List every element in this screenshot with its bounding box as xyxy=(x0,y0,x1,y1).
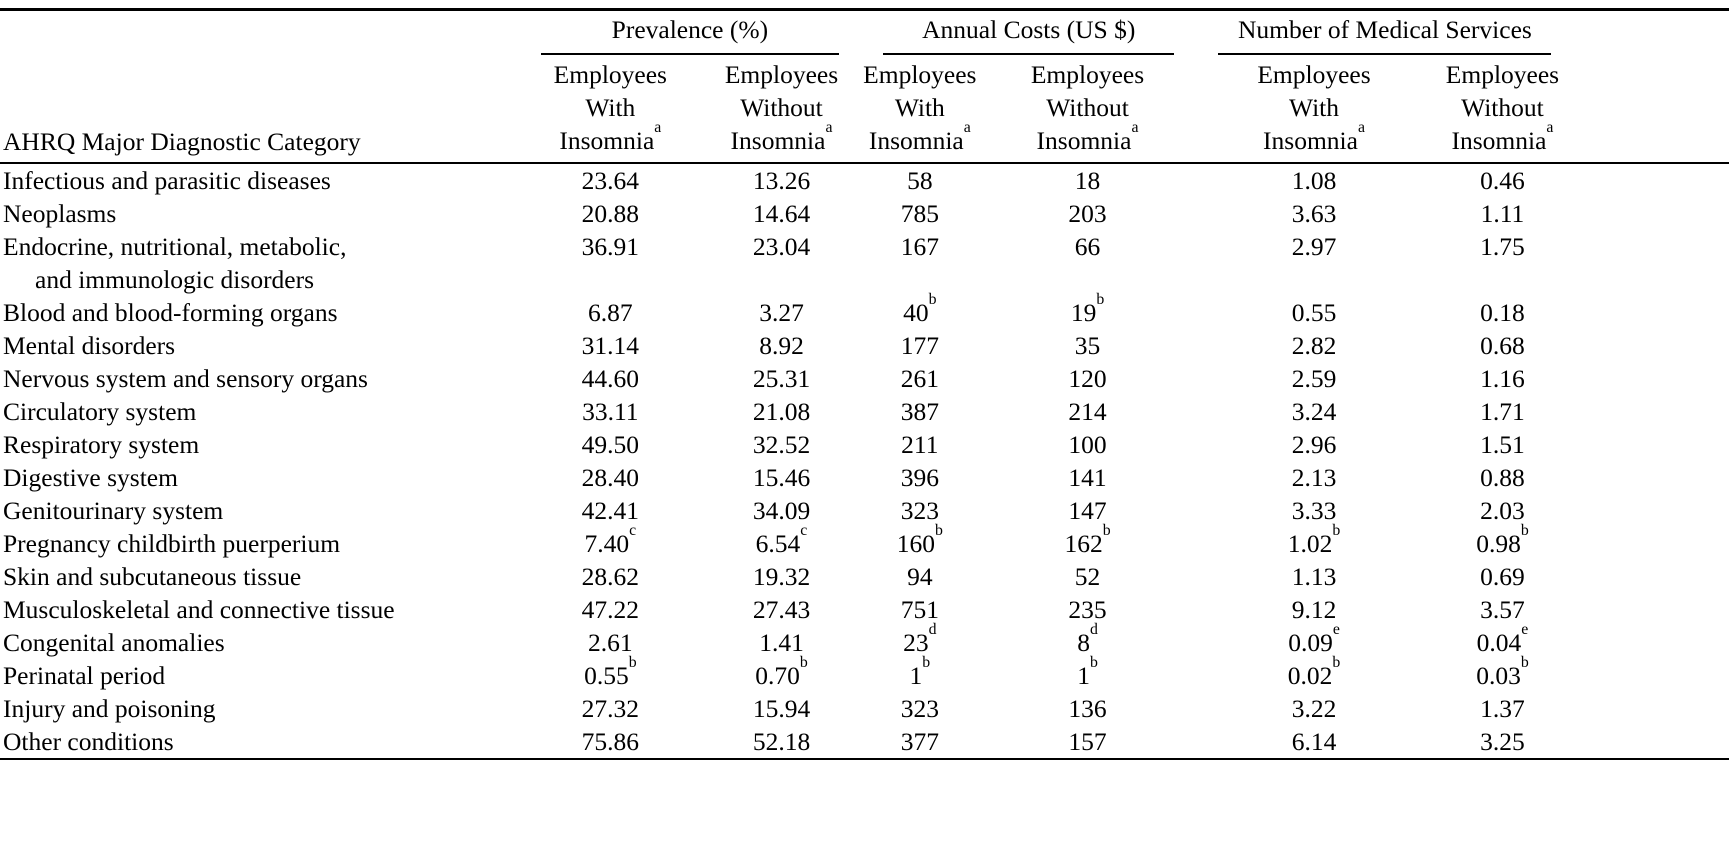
value-cell: 0.55 xyxy=(1291,298,1337,327)
category-cell: Injury and poisoning xyxy=(3,694,216,723)
value-cell: 49.50 xyxy=(581,430,640,459)
table-row xyxy=(0,296,1729,329)
group-header-medical-services xyxy=(1196,10,1573,56)
value-cell: 19$^b$ xyxy=(1070,290,1105,327)
value-cell: 3.22 xyxy=(1291,694,1337,723)
value-cell: 6.87 xyxy=(588,298,633,327)
table-row xyxy=(0,395,1729,428)
value-cell: 203 xyxy=(1068,199,1107,228)
value-cell: 27.32 xyxy=(581,694,640,723)
value-cell: 1.75 xyxy=(1480,232,1525,261)
group-header-label-annual-costs: Annual Costs (US $) xyxy=(883,11,1174,55)
spacer-cell xyxy=(1573,362,1729,395)
subheader-costs-with: Employees With Insomnia$^a$ xyxy=(861,55,979,163)
value-cell: 0.09e xyxy=(1288,620,1340,657)
value-cell: 25.31 xyxy=(752,364,811,393)
category-cell: Endocrine, nutritional, metabolic, and immunologic disorders xyxy=(3,232,347,294)
spacer-cell xyxy=(1573,560,1729,593)
value-cell: 35 xyxy=(1074,331,1101,360)
category-cell: Respiratory system xyxy=(3,430,200,459)
value-cell: 785 xyxy=(900,199,939,228)
table-row xyxy=(0,163,1729,197)
subheader-prevalence-without: Employees Without Insomnia$^a$ xyxy=(702,55,861,163)
value-cell: 1.51 xyxy=(1480,430,1525,459)
value-cell: 36.91 xyxy=(581,232,640,261)
value-cell: 0.03$^b$ xyxy=(1476,653,1529,690)
value-cell: 396 xyxy=(900,463,939,492)
table-row xyxy=(0,626,1729,659)
value-cell: 28.40 xyxy=(581,463,640,492)
group-header-row xyxy=(0,10,1729,56)
value-cell: 15.94 xyxy=(752,694,811,723)
value-cell: 1.08 xyxy=(1291,166,1337,195)
value-cell: 3.25 xyxy=(1480,727,1525,756)
group-header-prevalence xyxy=(519,10,861,56)
category-cell: Other conditions xyxy=(3,727,174,756)
value-cell: 0.88 xyxy=(1480,463,1525,492)
value-cell: 1$^b$ xyxy=(1077,653,1098,690)
table-row xyxy=(0,494,1729,527)
value-cell: 44.60 xyxy=(581,364,640,393)
value-cell: 2.97 xyxy=(1291,232,1337,261)
table-header xyxy=(0,10,1729,164)
value-cell: 21.08 xyxy=(752,397,811,426)
value-cell: 47.22 xyxy=(581,595,640,624)
value-cell: 9.12 xyxy=(1291,595,1337,624)
spacer-cell xyxy=(1573,163,1729,197)
value-cell: 2.61 xyxy=(588,628,633,657)
value-cell: 0.98$^b$ xyxy=(1476,521,1529,558)
category-cell: Perinatal period xyxy=(3,661,166,690)
table-row xyxy=(0,659,1729,692)
category-cell: Blood and blood-forming organs xyxy=(3,298,338,327)
category-cell: Skin and subcutaneous tissue xyxy=(3,562,302,591)
insomnia-comparison-table xyxy=(0,8,1729,760)
value-cell: 42.41 xyxy=(581,496,640,525)
value-cell: 0.46 xyxy=(1480,166,1525,195)
category-cell: Genitourinary system xyxy=(3,496,224,525)
table-row xyxy=(0,527,1729,560)
table-row xyxy=(0,692,1729,725)
value-cell: 23.04 xyxy=(752,232,811,261)
value-cell: 20.88 xyxy=(581,199,640,228)
spacer-cell xyxy=(1573,527,1729,560)
value-cell: 235 xyxy=(1068,595,1107,624)
subheader-services-with: Employees With Insomnia$^a$ xyxy=(1196,55,1431,163)
spacer-cell xyxy=(1573,395,1729,428)
table-row xyxy=(0,329,1729,362)
value-cell: 0.02$^b$ xyxy=(1287,653,1341,690)
subheader-costs-without: Employees Without Insomnia$^a$ xyxy=(979,55,1197,163)
table-row xyxy=(0,725,1729,759)
value-cell: 23.64 xyxy=(581,166,640,195)
value-cell: 52.18 xyxy=(752,727,811,756)
value-cell: 2.03 xyxy=(1480,496,1525,525)
spacer-cell xyxy=(1573,659,1729,692)
value-cell: 387 xyxy=(900,397,939,426)
category-cell: Congenital anomalies xyxy=(3,628,225,657)
value-cell: 1.16 xyxy=(1480,364,1525,393)
value-cell: 1.41 xyxy=(759,628,804,657)
value-cell: 377 xyxy=(900,727,939,756)
value-cell: 7.40$^c$ xyxy=(584,521,637,558)
subheader-prevalence-with: Employees With Insomnia$^a$ xyxy=(519,55,702,163)
spacer-cell xyxy=(1573,329,1729,362)
value-cell: 1$^b$ xyxy=(909,653,931,690)
value-cell: 6.14 xyxy=(1291,727,1337,756)
value-cell: 14.64 xyxy=(752,199,811,228)
category-cell: Musculoskeletal and connective tissue xyxy=(3,595,395,624)
group-header-annual-costs xyxy=(861,10,1196,56)
value-cell: 19.32 xyxy=(752,562,811,591)
value-cell: 162$^b$ xyxy=(1064,521,1111,558)
category-cell: Pregnancy childbirth puerperium xyxy=(3,529,341,558)
table-row xyxy=(0,428,1729,461)
value-cell: 211 xyxy=(901,430,939,459)
value-cell: 120 xyxy=(1068,364,1107,393)
group-header-label-prevalence: Prevalence (%) xyxy=(541,11,839,55)
value-cell: 32.52 xyxy=(752,430,811,459)
value-cell: 18 xyxy=(1074,166,1101,195)
value-cell: 0.18 xyxy=(1480,298,1525,327)
value-cell: 751 xyxy=(900,595,939,624)
value-cell: 3.57 xyxy=(1480,595,1525,624)
value-cell: 34.09 xyxy=(752,496,811,525)
spacer-cell xyxy=(1573,197,1729,230)
value-cell: 160$^b$ xyxy=(896,521,943,558)
value-cell: 2.96 xyxy=(1291,430,1337,459)
value-cell: 167 xyxy=(900,232,939,261)
value-cell: 66 xyxy=(1074,232,1101,261)
category-column-header: AHRQ Major Diagnostic Category xyxy=(0,10,519,164)
value-cell: 6.54$^c$ xyxy=(755,521,808,558)
value-cell: 1.37 xyxy=(1480,694,1525,723)
value-cell: 31.14 xyxy=(581,331,640,360)
value-cell: 177 xyxy=(900,331,939,360)
value-cell: 33.11 xyxy=(582,397,639,426)
value-cell: 52 xyxy=(1074,562,1101,591)
spacer-cell xyxy=(1573,692,1729,725)
value-cell: 23$^d$ xyxy=(903,620,937,657)
spacer-cell xyxy=(1573,494,1729,527)
value-cell: 2.82 xyxy=(1291,331,1337,360)
value-cell: 0.68 xyxy=(1480,331,1525,360)
value-cell: 147 xyxy=(1068,496,1107,525)
category-cell: Infectious and parasitic diseases xyxy=(3,166,331,195)
value-cell: 40$^b$ xyxy=(903,290,937,327)
value-cell: 8.92 xyxy=(759,331,804,360)
table-body xyxy=(0,163,1729,759)
subheader-services-without: Employees Without Insomnia$^a$ xyxy=(1432,55,1574,163)
spacer-cell xyxy=(1573,296,1729,329)
value-cell: 100 xyxy=(1068,430,1107,459)
value-cell: 0.04e xyxy=(1476,620,1529,657)
table-row xyxy=(0,230,1729,296)
value-cell: 27.43 xyxy=(752,595,811,624)
spacer-cell xyxy=(1573,626,1729,659)
spacer-cell xyxy=(1573,230,1729,296)
value-cell: 8$^d$ xyxy=(1077,620,1098,657)
value-cell: 0.70$^b$ xyxy=(755,653,808,690)
value-cell: 2.59 xyxy=(1291,364,1337,393)
value-cell: 1.71 xyxy=(1480,397,1525,426)
spacer-cell xyxy=(1573,461,1729,494)
value-cell: 58 xyxy=(907,166,933,195)
spacer-cell xyxy=(1573,593,1729,626)
spacer-cell xyxy=(1573,428,1729,461)
value-cell: 1.13 xyxy=(1291,562,1337,591)
spacer-cell xyxy=(1573,725,1729,759)
value-cell: 75.86 xyxy=(581,727,640,756)
table-row xyxy=(0,560,1729,593)
value-cell: 0.55$^b$ xyxy=(584,653,637,690)
table-row xyxy=(0,593,1729,626)
category-cell: Nervous system and sensory organs xyxy=(3,364,368,393)
value-cell: 141 xyxy=(1068,463,1107,492)
value-cell: 1.02$^b$ xyxy=(1287,521,1341,558)
table-row xyxy=(0,197,1729,230)
value-cell: 323 xyxy=(900,694,939,723)
value-cell: 3.33 xyxy=(1291,496,1337,525)
value-cell: 3.27 xyxy=(759,298,804,327)
value-cell: 13.26 xyxy=(752,166,811,195)
value-cell: 2.13 xyxy=(1291,463,1337,492)
category-cell: Mental disorders xyxy=(3,331,176,360)
table-row xyxy=(0,461,1729,494)
value-cell: 136 xyxy=(1068,694,1107,723)
value-cell: 0.69 xyxy=(1480,562,1525,591)
value-cell: 1.11 xyxy=(1480,199,1525,228)
category-cell: Neoplasms xyxy=(3,199,117,228)
value-cell: 3.24 xyxy=(1291,397,1337,426)
value-cell: 94 xyxy=(907,562,933,591)
value-cell: 323 xyxy=(900,496,939,525)
spacer-column-header xyxy=(1573,10,1729,164)
value-cell: 261 xyxy=(900,364,939,393)
category-cell: Digestive system xyxy=(3,463,178,492)
value-cell: 214 xyxy=(1068,397,1107,426)
value-cell: 3.63 xyxy=(1291,199,1337,228)
value-cell: 28.62 xyxy=(581,562,640,591)
value-cell: 157 xyxy=(1068,727,1107,756)
category-cell: Circulatory system xyxy=(3,397,197,426)
table-row xyxy=(0,362,1729,395)
value-cell: 15.46 xyxy=(752,463,811,492)
group-header-label-medical-services: Number of Medical Services xyxy=(1218,11,1551,55)
